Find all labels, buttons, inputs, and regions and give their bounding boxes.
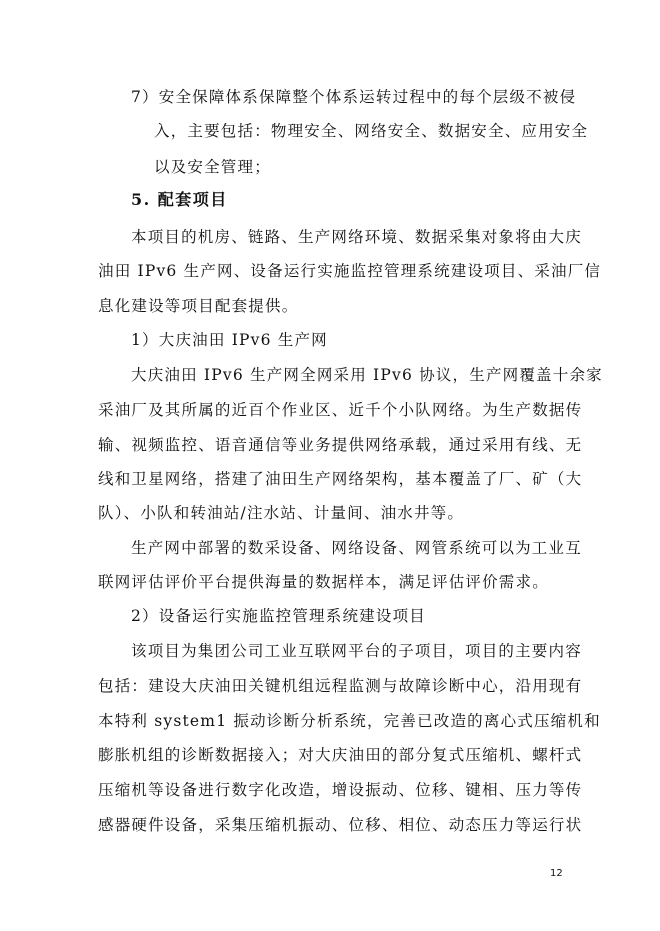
paragraph-line: 采油厂及其所属的近百个作业区、近千个小队网络。为生产数据传 (98, 401, 583, 419)
paragraph-line: 生产网中部署的数采设备、网络设备、网管系统可以为工业互 (131, 539, 582, 557)
paragraph-line: 感器硬件设备，采集压缩机振动、位移、相位、动态压力等运行状 (98, 816, 583, 834)
paragraph-line: 油田 IPv6 生产网、设备运行实施监控管理系统建设项目、采油厂信 (98, 262, 602, 280)
list-item-7-line-1: 7）安全保障体系保障整个体系运转过程中的每个层级不被侵 (131, 88, 577, 106)
paragraph-line: 线和卫星网络，搭建了油田生产网络架构，基本覆盖了厂、矿（大 (98, 470, 583, 488)
paragraph-line: 压缩机等设备进行数字化改造，增设振动、位移、键相、压力等传 (98, 781, 583, 799)
paragraph-line: 膨胀机组的诊断数据接入；对大庆油田的部分复式压缩机、螺杆式 (98, 746, 583, 764)
paragraph-line: 包括：建设大庆油田关键机组远程监测与故障诊断中心，沿用现有 (98, 677, 583, 695)
paragraph-line: 联网评估评价平台提供海量的数据样本，满足评估评价需求。 (98, 573, 549, 591)
paragraph-line: 该项目为集团公司工业互联网平台的子项目，项目的主要内容 (131, 642, 582, 660)
paragraph-line: 大庆油田 IPv6 生产网全网采用 IPv6 协议，生产网覆盖十余家 (131, 366, 603, 384)
subsection-title: 2）设备运行实施监控管理系统建设项目 (131, 607, 426, 625)
paragraph-line: 本项目的机房、链路、生产网络环境、数据采集对象将由大庆 (131, 228, 582, 246)
page-number: 12 (550, 868, 563, 879)
list-item-7-line-2: 入，主要包括：物理安全、网络安全、数据安全、应用安全 (154, 122, 589, 140)
paragraph-line: 息化建设等项目配套提供。 (98, 297, 299, 315)
paragraph-line: 队）、小队和转油站/注水站、计量间、油水井等。 (98, 504, 465, 522)
paragraph-line: 输、视频监控、语音通信等业务提供网络承载，通过采用有线、无 (98, 436, 583, 454)
subsection-title: 1）大庆油田 IPv6 生产网 (131, 331, 328, 349)
paragraph-line: 本特利 system1 振动诊断分析系统，完善已改造的离心式压缩机和 (98, 712, 601, 730)
list-item-7-line-3: 以及安全管理； (154, 158, 271, 176)
section-heading: 5. 配套项目 (131, 190, 228, 209)
